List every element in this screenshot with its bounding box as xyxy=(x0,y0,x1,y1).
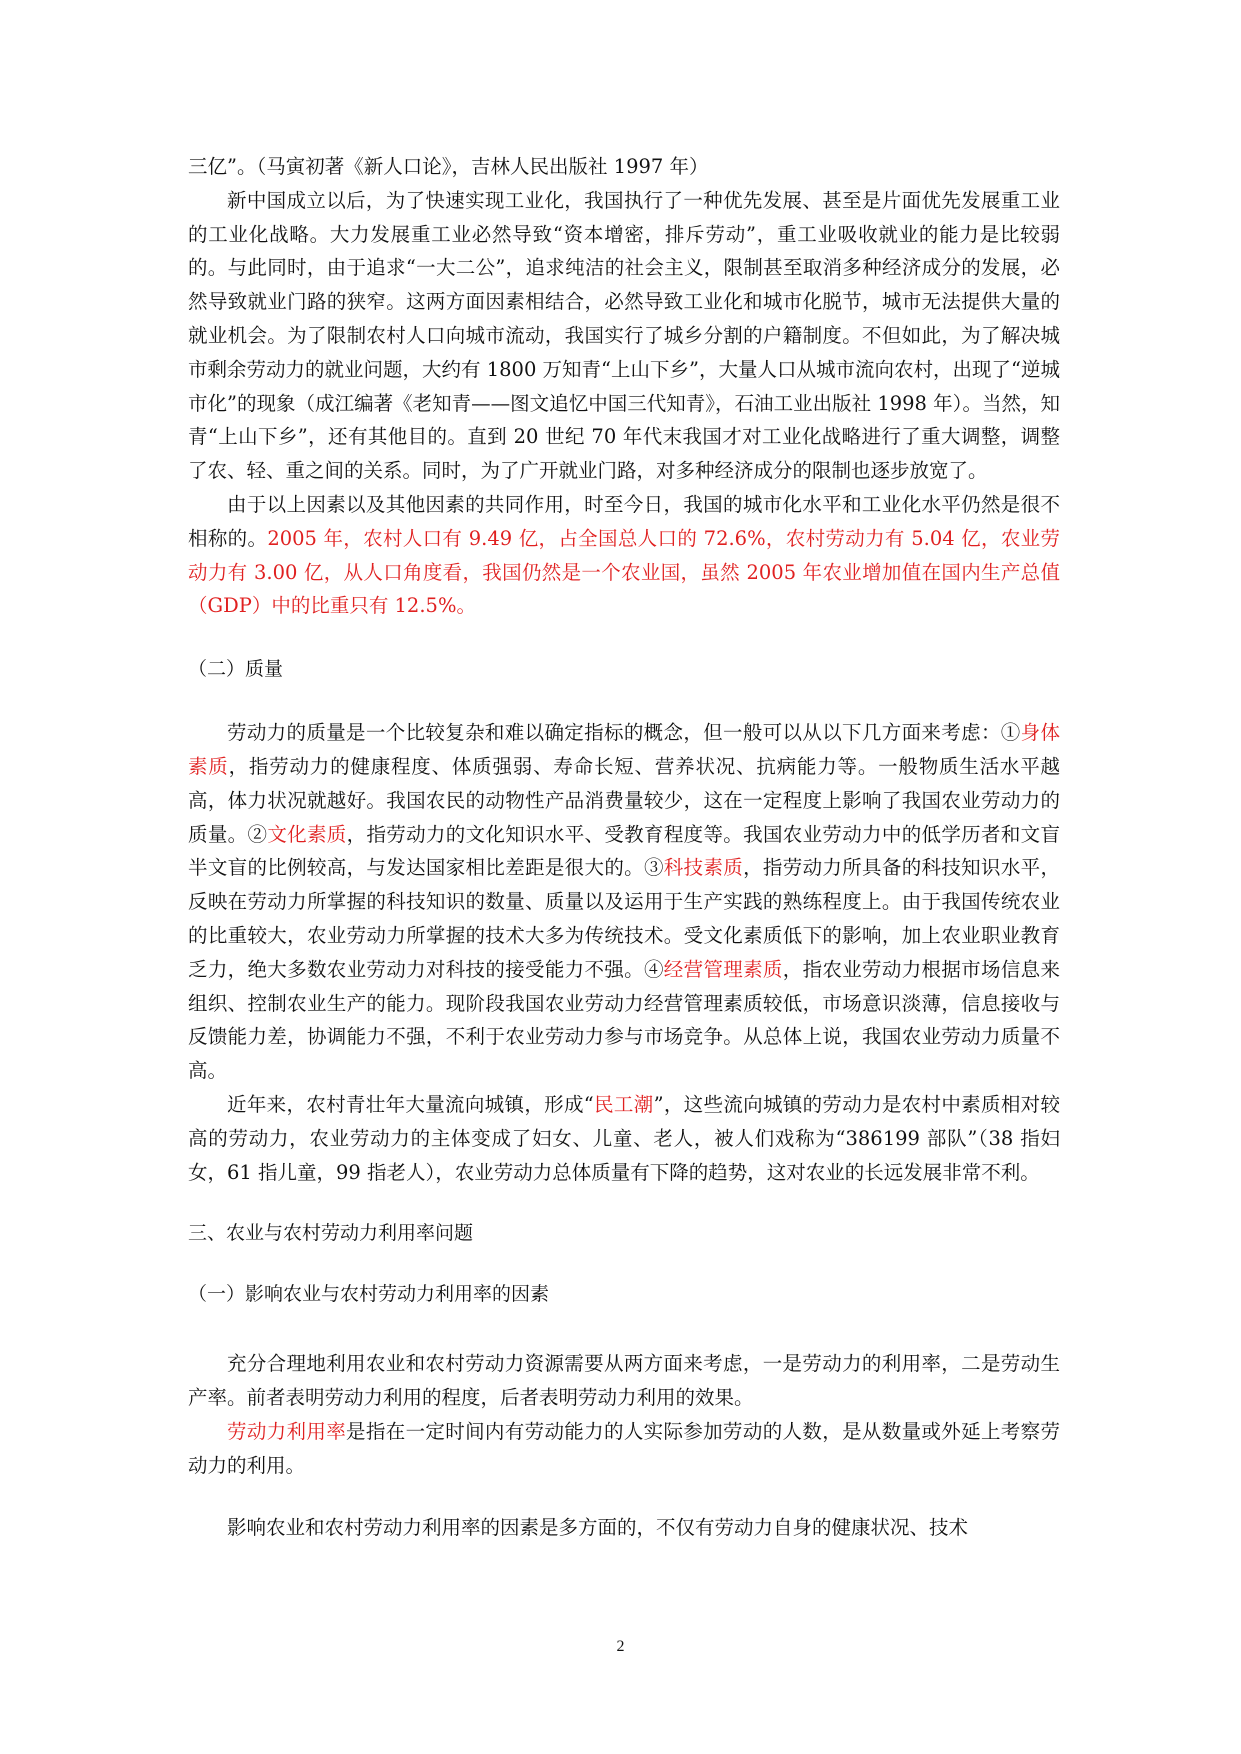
paragraph-text: 由于以上因素以及其他因素的共同作用，时至今日，我国的城市化水平和工业化水平仍然是很不相称的。 xyxy=(188,492,1060,550)
text-segment: 近年来，农村青壮年大量流向城镇，形成“ xyxy=(227,1092,594,1116)
term-physical-quality: 身体素质 xyxy=(188,721,1060,778)
paragraph-utilization-definition xyxy=(188,1415,1060,1483)
text-segment: ，指劳动力所具备的科技知识水平，反映在劳动力所掌握的科技知识的数量、质量以及运用于生产实践的熟练程度上。由于我国传统农业的比重较大，农业劳动力所掌握的技术大多为传统技术。受文化素质低下的影响，加上农业职业教育乏力，绝大多数农业劳动力对科技的接受能力不强。④ xyxy=(188,856,1060,981)
paragraph-utilization-factors: 影响农业和农村劳动力利用率的因素是多方面的，不仅有劳动力自身的健康状况、技术 xyxy=(227,1515,969,1539)
text-segment: ，指农业劳动力根据市场信息来组织、控制农业生产的能力。现阶段我国农业劳动力经营管理素质较低，市场意识淡薄，信息接收与反馈能力差，协调能力不强，不利于农业劳动力参与市场竞争。从总体上说，我国农业劳动力质量不高。 xyxy=(188,957,1060,1083)
paragraph-utilization-intro: 充分合理地利用农业和农村劳动力资源需要从两方面来考虑，一是劳动力的利用率，二是劳动生产率。前者表明劳动力利用的程度，后者表明劳动力利用的效果。 xyxy=(188,1352,1060,1410)
paragraph-citation-continuation: 三亿”。（马寅初著《新人口论》，吉林人民出版社 1997 年） xyxy=(188,155,709,178)
text-segment: ，指劳动力的健康程度、体质强弱、寿命长短、营养状况、抗病能力等。一般物质生活水平越高，体力状况就越好。我国农民的动物性产品消费量较少，这在一定程度上影响了我国农业劳动力的质量。② xyxy=(188,754,1060,846)
paragraph-labor-quality xyxy=(188,716,1060,1088)
term-cultural-quality: 文化素质 xyxy=(267,822,347,846)
section-heading-3: 三、农业与农村劳动力利用率问题 xyxy=(188,1222,474,1245)
text-segment: ”，这些流向城镇的劳动力是农村中素质相对较高的劳动力，农业劳动力的主体变成了妇女、儿童、老人，被人们戏称为“386199 部队”（38 指妇女，61 指儿童，99 指老人），农业劳动力总体质量有下降的趋势，这对农业的长远发展非常不利。 xyxy=(188,1092,1060,1184)
text-segment: 劳动力的质量是一个比较复杂和难以确定指标的概念，但一般可以从以下几方面来考虑：① xyxy=(227,721,1021,745)
term-utilization-rate: 劳动力利用率 xyxy=(227,1419,347,1443)
paragraph-urbanization xyxy=(188,488,1060,623)
term-migrant-wave: 民工潮 xyxy=(593,1092,654,1116)
page-number: 2 xyxy=(616,1638,625,1655)
subsection-heading-3-1: （一）影响农业与农村劳动力利用率的因素 xyxy=(188,1283,550,1306)
term-tech-quality: 科技素质 xyxy=(663,856,744,880)
paragraph-industrialization: 新中国成立以后，为了快速实现工业化，我国执行了一种优先发展、甚至是片面优先发展重工业的工业化战略。大力发展重工业必然导致“资本增密，排斥劳动”，重工业吸收就业的能力是比较弱的。与此同时，由于追求“一大二公”，追求纯洁的社会主义，限制甚至取消多种经济成分的发展，必然导致就业门路的狭窄。这两方面因素相结合，必然导致工业化和城市化脱节，城市无法提供大量的就业机会。为了限制农村人口向城市流动，我国实行了城乡分割的户籍制度。不但如此，为了解决城市剩余劳动力的就业问题，大约有 1800 万知青“上山下乡”，大量人口从城市流向农村，出现了“逆城市化”的现象（成江编著《老知青——图文追忆中国三代知青》，石油工业出版社 1998 年）。当然，知青“上山下乡”，还有其他目的。直到 20 世纪 70 年代末我国才对工业化战略进行了重大调整，调整了农、轻、重之间的关系。同时，为了广开就业门路，对多种经济成分的限制也逐步放宽了。 xyxy=(188,188,1060,483)
page-body xyxy=(188,150,1060,1544)
section-heading-quality: （二）质量 xyxy=(188,658,284,681)
paragraph-migrant-workers xyxy=(188,1088,1060,1189)
highlighted-statistics: 2005 年，农村人口有 9.49 亿，占全国总人口的 72.6%，农村劳动力有 5.04 亿，农业劳动力有 3.00 亿，从人口角度看，我国仍然是一个农业国，虽然 2005 年农业增加值在国内生产总值（GDP）中的比重只有 12.5%。 xyxy=(188,526,1060,618)
text-segment: ，指劳动力的文化知识水平、受教育程度等。我国农业劳动力中的低学历者和文盲半文盲的比例较高，与发达国家相比差距是很大的。③ xyxy=(188,822,1060,880)
text-segment: 是指在一定时间内有劳动能力的人实际参加劳动的人数，是从数量或外延上考察劳动力的利用。 xyxy=(188,1419,1060,1477)
term-management-quality: 经营管理素质 xyxy=(663,957,783,981)
